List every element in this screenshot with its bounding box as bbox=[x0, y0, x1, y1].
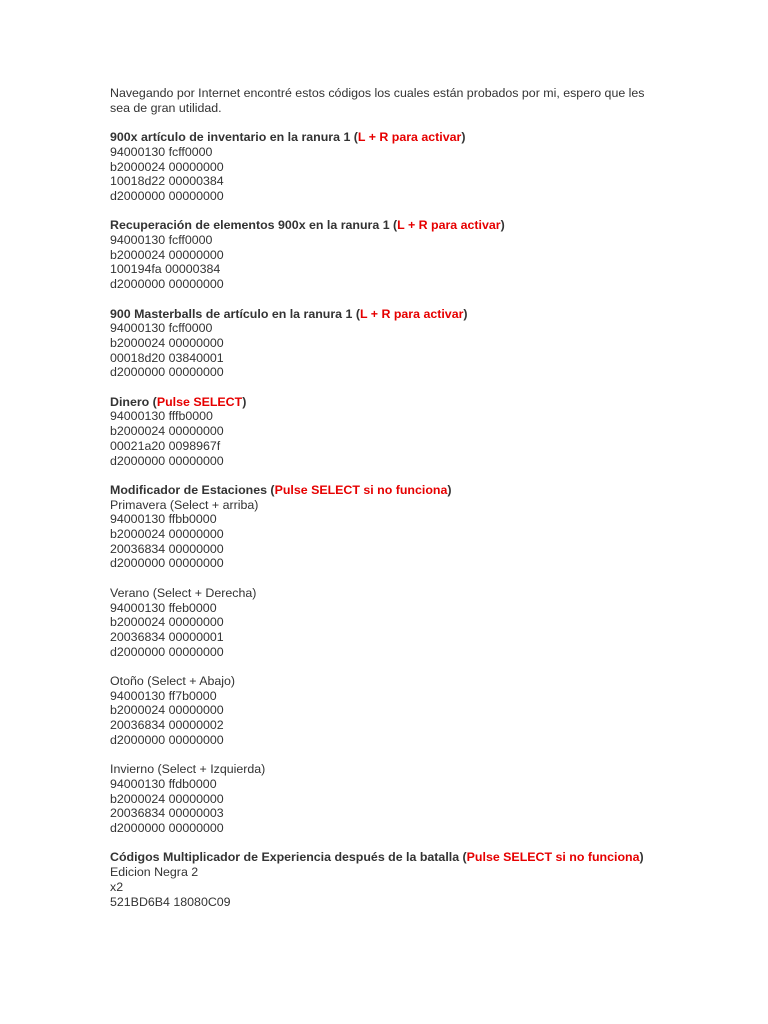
heading-text: Modificador de Estaciones ( bbox=[110, 482, 275, 497]
season-block-winter bbox=[110, 762, 658, 836]
cheat-section-money bbox=[110, 395, 658, 469]
code-line: 00021a20 0098967f bbox=[110, 438, 221, 453]
activation-note: L + R para activar bbox=[359, 306, 464, 321]
code-line: d2000000 00000000 bbox=[110, 188, 224, 203]
code-line: 94000130 ff7b0000 bbox=[110, 688, 217, 703]
code-line: b2000024 00000000 bbox=[110, 615, 224, 630]
section-heading bbox=[110, 395, 658, 410]
code-line: 94000130 fcff0000 bbox=[110, 144, 213, 159]
code-line: 20036834 00000001 bbox=[110, 629, 224, 644]
heading-close: ) bbox=[463, 306, 468, 321]
code-line: d2000000 00000000 bbox=[110, 644, 224, 659]
code-line: 521BD6B4 18080C09 bbox=[110, 894, 231, 909]
activation-note: L + R para activar bbox=[357, 130, 462, 145]
heading-text: Códigos Multiplicador de Experiencia después de la batalla ( bbox=[110, 850, 467, 865]
code-line: d2000000 00000000 bbox=[110, 732, 224, 747]
season-label: Primavera (Select + arriba) bbox=[110, 497, 259, 512]
code-line: b2000024 00000000 bbox=[110, 527, 224, 542]
season-block-autumn bbox=[110, 674, 658, 748]
code-line: 94000130 ffbb0000 bbox=[110, 512, 217, 527]
code-line: b2000024 00000000 bbox=[110, 791, 224, 806]
code-line: 20036834 00000002 bbox=[110, 718, 224, 733]
document-page bbox=[110, 86, 658, 924]
activation-note: L + R para activar bbox=[397, 218, 501, 233]
heading-text: Recuperación de elementos 900x en la ranura 1 ( bbox=[110, 218, 398, 233]
heading-close: ) bbox=[500, 218, 505, 233]
section-heading bbox=[110, 218, 658, 233]
code-line: d2000000 00000000 bbox=[110, 556, 224, 571]
heading-close: ) bbox=[461, 130, 466, 145]
code-line: 94000130 fcff0000 bbox=[110, 321, 213, 336]
heading-text: 900x artículo de inventario en la ranura 1 ( bbox=[110, 130, 358, 145]
season-block-spring bbox=[110, 498, 658, 572]
code-line: b2000024 00000000 bbox=[110, 703, 224, 718]
section-heading bbox=[110, 307, 658, 322]
code-line: 94000130 fcff0000 bbox=[110, 233, 213, 247]
code-line: 94000130 ffeb0000 bbox=[110, 600, 217, 615]
code-line: 00018d20 03840001 bbox=[110, 350, 224, 365]
heading-text: Dinero ( bbox=[110, 394, 157, 409]
heading-close: ) bbox=[242, 394, 247, 409]
code-line: 100194fa 00000384 bbox=[110, 262, 221, 277]
cheat-section-masterballs bbox=[110, 307, 658, 381]
code-line: b2000024 00000000 bbox=[110, 159, 224, 174]
season-label: Otoño (Select + Abajo) bbox=[110, 674, 236, 689]
section-heading bbox=[110, 850, 658, 865]
intro-paragraph: Navegando por Internet encontré estos códigos los cuales están probados por mi, espero que les sea de gran utilidad. bbox=[110, 86, 645, 115]
code-line: 94000130 fffb0000 bbox=[110, 409, 213, 424]
heading-close: ) bbox=[639, 850, 644, 865]
code-line: d2000000 00000000 bbox=[110, 453, 224, 468]
heading-close: ) bbox=[447, 482, 452, 497]
code-line: 20036834 00000003 bbox=[110, 806, 224, 821]
cheat-section-recovery-900x bbox=[110, 218, 658, 292]
season-label: Verano (Select + Derecha) bbox=[110, 585, 257, 600]
cheat-section-inventory-900x bbox=[110, 130, 658, 204]
code-line: b2000024 00000000 bbox=[110, 424, 224, 439]
season-label: Invierno (Select + Izquierda) bbox=[110, 762, 266, 777]
code-line: 10018d22 00000384 bbox=[110, 174, 224, 189]
code-line: b2000024 00000000 bbox=[110, 247, 224, 262]
activation-note: Pulse SELECT si no funciona bbox=[274, 482, 448, 497]
activation-note: Pulse SELECT si no funciona bbox=[466, 850, 640, 865]
cheat-section-seasons bbox=[110, 483, 658, 836]
activation-note: Pulse SELECT bbox=[156, 394, 243, 409]
code-line: d2000000 00000000 bbox=[110, 365, 224, 380]
season-block-summer bbox=[110, 586, 658, 660]
code-line: b2000024 00000000 bbox=[110, 335, 224, 350]
code-line: d2000000 00000000 bbox=[110, 277, 224, 292]
section-heading bbox=[110, 130, 658, 145]
multiplier-label: x2 bbox=[110, 879, 124, 894]
heading-text: 900 Masterballs de artículo en la ranura 1 ( bbox=[110, 306, 360, 321]
cheat-section-experience-multiplier bbox=[110, 850, 658, 909]
section-heading bbox=[110, 483, 658, 498]
code-line: 94000130 ffdb0000 bbox=[110, 776, 217, 791]
code-line: 20036834 00000000 bbox=[110, 541, 224, 556]
edition-label: Edicion Negra 2 bbox=[110, 865, 199, 880]
code-line: d2000000 00000000 bbox=[110, 821, 224, 836]
